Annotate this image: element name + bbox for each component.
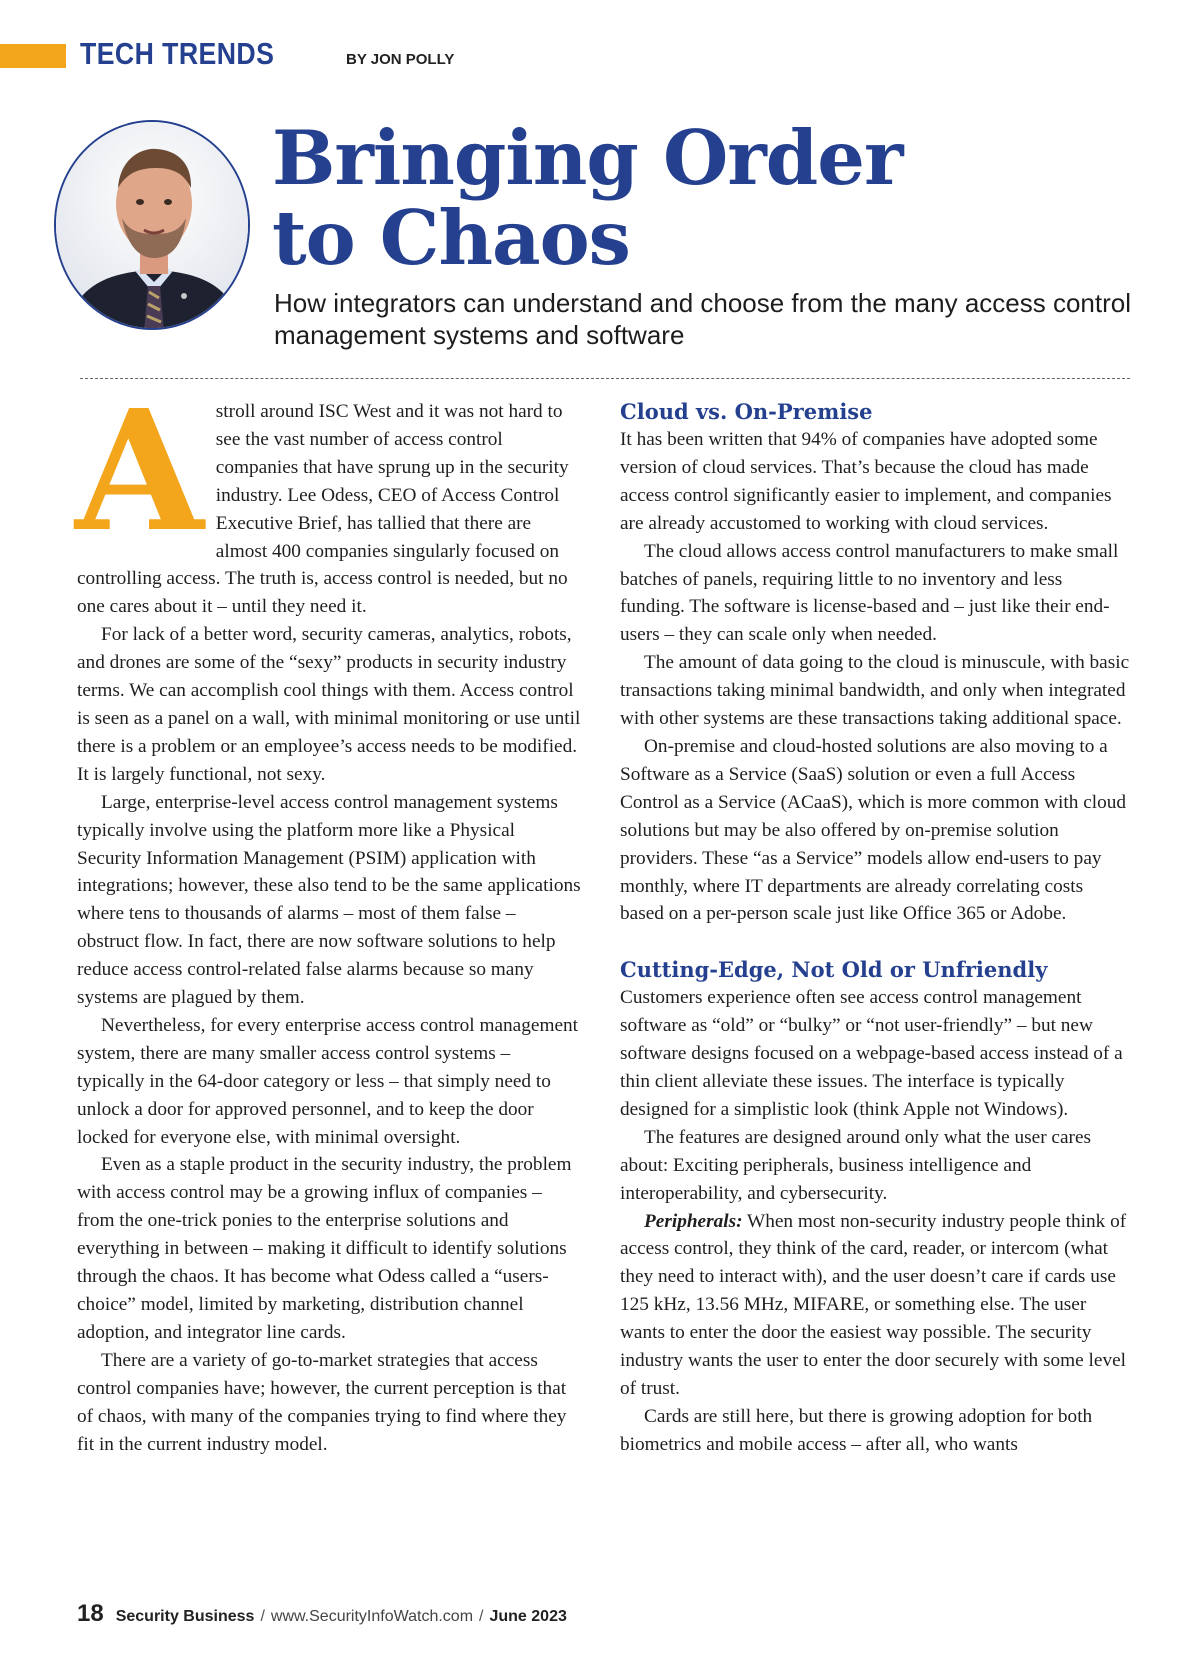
paragraph: Even as a staple product in the security industry, the problem with access control may be a growing influx of companies – from the one-trick ponies to the enterprise solutions and everything in between – making it difficult to identify solutions through the chaos. It has become what Odess called a “users-choice” model, limited by marketing, distribution channel adoption, and integrator line cards.: [77, 1154, 572, 1343]
section-accent-bar: [0, 44, 66, 68]
article-title-line-2: to Chaos: [272, 194, 630, 282]
lead-in-peripherals: Peripherals:: [644, 1210, 743, 1232]
paragraph: Cards are still here, but there is growing adoption for both biometrics and mobile access – after all, who wants: [620, 1405, 1093, 1455]
article-title: [272, 114, 1132, 282]
article-title-line-1: Bringing Order: [272, 114, 903, 202]
drop-cap: A: [75, 374, 204, 569]
section-header: [80, 36, 454, 76]
dashed-divider: [80, 378, 1130, 379]
paragraph: The cloud allows access control manufacturers to make small batches of panels, requiring little to no inventory and less funding. The software is license-based and – just like their end-users – they can scale only when needed.: [620, 540, 1119, 646]
page-number: 18: [77, 1600, 104, 1627]
paragraph: Large, enterprise-level access control management systems typically involve using the platform more like a Physical Security Information Management (PSIM) application with integrations; however, these also tend to be the same applications where tens to thousands of alarms – most of them false – obstruct flow. In fact, there are now software solutions to help reduce access control-related false alarms because so many systems are plagued by them.: [77, 791, 581, 1009]
article-subtitle: How integrators can understand and choose from the many access control management systems and software: [274, 288, 1132, 350]
paragraph: [620, 1208, 1130, 1403]
paragraph: The amount of data going to the cloud is minuscule, with basic transactions taking minimal bandwidth, and only when integrated with other systems are these transactions taking additional space.: [620, 652, 1130, 730]
section-title: TECH TRENDS: [80, 36, 275, 71]
footer-separator: /: [260, 1608, 265, 1625]
paragraph: On-premise and cloud-hosted solutions are also moving to a Software as a Service (SaaS) solution or even a full Access Control as a Service (ACaaS), which is more common with cloud solutions but may be also offered by on-premise solution providers. These “as a Service” models allow end-users to pay monthly, where IT departments are already correlating costs based on a per-person scale just like Office 365 or Adobe.: [620, 735, 1127, 925]
subhead-cloud: Cloud vs. On-Premise: [620, 399, 873, 424]
paragraph: There are a variety of go-to-market strategies that access control companies have; however, the current perception is that of chaos, with many of the companies trying to find where they fit in the current industry model.: [77, 1349, 567, 1455]
paragraph: It has been written that 94% of companies have adopted some version of cloud services. That’s because the cloud has made access control significantly easier to implement, and companies are already accustomed to working with cloud services.: [620, 429, 1112, 534]
subhead-cutting-edge: Cutting-Edge, Not Old or Unfriendly: [620, 957, 1048, 983]
issue-date: June 2023: [489, 1608, 567, 1625]
paragraph: stroll around ISC West and it was not hard to see the vast number of access control companies that have sprung up in the security industry. Lee Odess, CEO of Access Control Executive Brief, has tallied that there are almost 400 companies singularly focused on controlling access. The truth is, access control is needed, but no one cares about it – until they need it.: [77, 401, 569, 618]
author-portrait: [54, 120, 250, 330]
paragraph-body: When most non-security industry people think of access control, they think of the card, reader, or intercom (what they need to interact with), and the user doesn’t care if cards use 125 kHz, 13.56 MHz, MIFARE, or something else. The user wants to enter the door the easiest way possible. The security industry wants the user to enter the door securely with some level of trust.: [620, 1210, 1127, 1399]
paragraph: Nevertheless, for every enterprise access control management system, there are many smaller access control systems – typically in the 64-door category or less – that simply need to unlock a door for approved personnel, and to keep the door locked for everyone else, with minimal oversight.: [77, 1014, 578, 1148]
byline: BY JON POLLY: [346, 51, 455, 68]
paragraph: For lack of a better word, security cameras, analytics, robots, and drones are some of the “sexy” products in security industry terms. We can accomplish cool things with them. Access control is seen as a panel on a wall, with minimal monitoring or use until there is a problem or an employee’s access needs to be modified. It is largely functional, not sexy.: [77, 624, 581, 785]
page-footer: [77, 1600, 567, 1628]
right-column: [620, 398, 1130, 1459]
publication-url: www.SecurityInfoWatch.com: [270, 1608, 474, 1625]
publication-name: Security Business: [115, 1608, 255, 1625]
left-column: [75, 374, 581, 1458]
paragraph: Customers experience often see access control management software as “old” or “bulky” or “not user-friendly” – but new software designs focused on a webpage-based access instead of a thin client alleviate these issues. The interface is typically designed for a simplistic look (think Apple not Windows).: [620, 987, 1123, 1120]
footer-separator: /: [479, 1608, 484, 1625]
author-portrait-image: [56, 122, 250, 330]
paragraph: The features are designed around only what the user cares about: Exciting peripherals, business intelligence and interoperability, and cybersecurity.: [620, 1126, 1092, 1204]
